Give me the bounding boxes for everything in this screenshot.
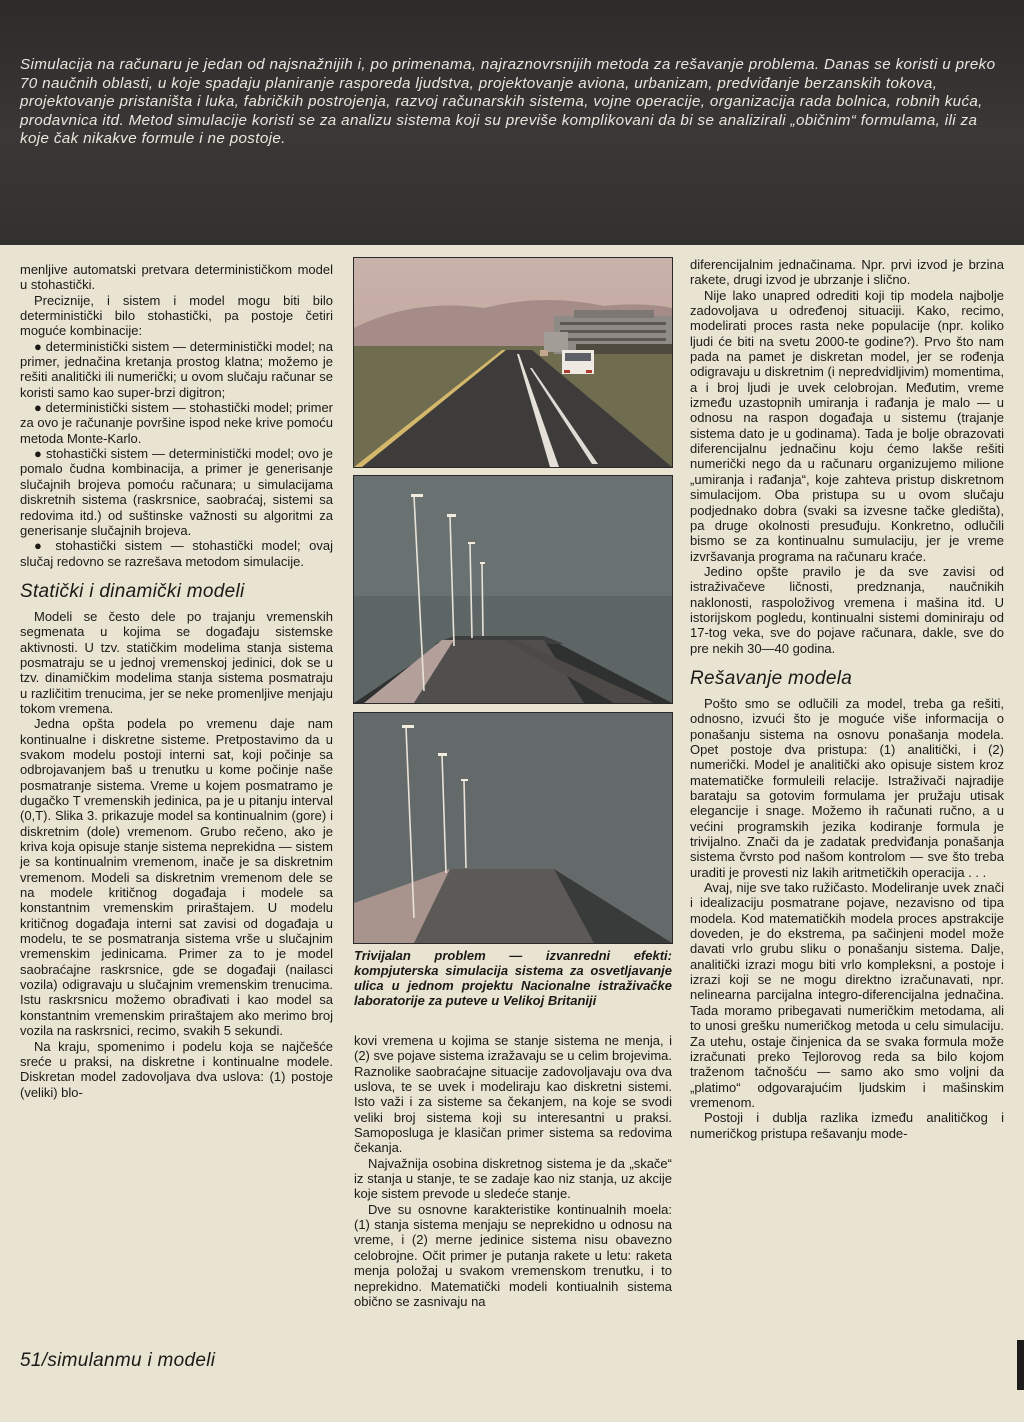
column-middle (354, 1033, 672, 1309)
paragraph: Modeli se često dele po trajanju vremenskih segmenata u kojima se događaju sistemske aktivnosti. U tzv. statičkim modelima stanja sistema posmatraju se u jednoj vremenskoj jedinici, dok se u tzv. dinamičkim modelima stanja sistema posmatraju u različitim trenucima, jer se neke promenljive menjaju tokom vremena. (20, 608, 333, 716)
paragraph: Preciznije, i sistem i model mogu biti bilo deterministički bilo stohastički, pa postoje četiri moguće kombinacije: (20, 292, 333, 339)
page-footer: 51/simulanти i modeli (20, 1350, 216, 1371)
street-lighting-photo-bottom (353, 712, 673, 944)
column-left (20, 262, 333, 1100)
intro-banner (0, 0, 1024, 245)
bullet-item: ● deterministički sistem — deterministički model; na primer, jednačina kretanja prostog klatna; možemo je rešiti analitički ili numerički; u ovom slučaju računar se koristi samo kao super-brzi digitron; (20, 338, 333, 400)
street-lighting-alt-illustration (354, 713, 672, 943)
figure-caption: Trivijalan problem — izvanredni efekti: kompjuterska simulacija sistema za osvetljavanje ulica u jednom projektu Nacionalne istraživačke laboratorije za puteve u Velikoj Britaniji (354, 948, 672, 1008)
bullet-item: ● stohastički sistem — stohastički model; ovaj slučaj redovno se razrešava metodom simulacije. (20, 538, 333, 569)
paragraph: kovi vremena u kojima se stanje sistema ne menja, i (2) sve pojave sistema izražavaju se u celim brojevima. Raznolike saobraćajne situacije zadovoljavaju ova dva uslova, te se uvek i modeliraju kao diskretni sistemi. Isto važi i za sisteme sa čekanjem, na koje se svodi veliki broj sistema koji su interesantni u praksi. Samoposluga je klasičan primer sistema sa redovima čekanja. (354, 1033, 672, 1156)
paragraph: Na kraju, spomenimo i podelu koja se najčešće sreće u praksi, na diskretne i kontinualne modele. Diskretan model zadovoljava dva uslova: (1) postoje (veliki) blo- (20, 1038, 333, 1100)
paragraph: Dve su osnovne karakteristike kontinualnih moela: (1) stanja sistema menjaju se neprekidno u odnosu na vreme, i (2) merne jedinice sistema nisu obavezno celobrojne. Očit primer je putanja rakete u letu: raketa menja položaj u svakom vremenskom trenutku, i to neprekidno. Matematički modeli kontiualnih sistema obično se zasnivaju na (354, 1201, 672, 1309)
street-lighting-photo-middle (353, 475, 673, 704)
car-shape (562, 350, 594, 374)
road-photo-top (353, 257, 673, 468)
column-right (690, 257, 1004, 1141)
paragraph: Najvažnija osobina diskretnog sistema je da „skače“ iz stanja u stanje, te se zadaje kao niz stanja, uz akcije koje sistem prevode u sledeće stanje. (354, 1155, 672, 1202)
road-illustration (354, 258, 672, 467)
paragraph: Pošto smo se odlučili za model, treba ga rešiti, odnosno, izvući što je moguće više informacija o ponašanju sistema na osnovu ponašanja modela. Opet postoje dva pristupa: (1) analitički, i (2) numerički. Model je analitički ako opisuje sistem kroz matematičke formuleili relacije. Istraživači najradije barataju sa gotovim formulama jer pružaju utisak elegancije i snage. Možemo ih računati ručno, a u većini programskih jezika kodiranje formula je trivijalno. Znači da je zadatak predviđanja ponašanja sistema čvrsto pod našom kontrolom — sve što treba uraditi je provesti niz lakih aritmetičkih operacija . . . (690, 695, 1004, 880)
bullet-item: ● stohastički sistem — deterministički model; ovo je pomalo čudna kombinacija, a primer je generisanje slučajnih brojeva pomoću računara; u simulacijama diskretnih sistema (raskrsnice, saobraćaj, sistemi sa redovima itd.) od suštinske važnosti su algoritmi za generisanje slučajnih brojeva. (20, 446, 333, 538)
paragraph: diferencijalnim jednačinama. Npr. prvi izvod je brzina rakete, drugi izvod je ubrzanje i slično. (690, 257, 1004, 288)
paragraph: menljive automatski pretvara determinističkom model u stohastički. (20, 262, 333, 293)
street-lighting-illustration (354, 476, 672, 703)
paragraph: Nije lako unapred odrediti koji tip modela najbolje zadovoljava u određenoj situaciji. Kako, recimo, modelirati proces rasta neke populacije (npr. koliko ljudi će biti na svetu 2000-te godine?). Prvo što nam pada na pamet je diskretan model, jer se rođenja odigravaju u diskretnim (i nepredvidljivim) momentima, a i broj ljudi je uvek celobrojan. Međutim, vreme između uzastopnih umiranja i rađanja je malo — u odnosu na raspon događaja u sistemu (trajanje sistema dato je u godinama). Tada je bolje obrazovati diferencijalnu jednačinu koju ćemo lakše rešiti numerički nego da u računaru organizujemo milione „umiranja i rađanja“, koje zahteva pristup diskretnom simulacijom. Oba pristupa su u ovom slučaju podjednako dobra (svaki sa izvesne tačke gledišta), pa druge okolnosti presuđuju. Konkretno, odlučili bismo se za kontinualnu sumulaciju, jer je vreme izvršavanja programa na računaru kraće. (690, 287, 1004, 564)
paragraph: Jedino opšte pravilo je da sve zavisi od istraživačeve ličnosti, predznanja, naučnikih naklonosti, raspoloživog vremena i mašina itd. U istorijskom pogledu, kontinualni sistemi dominiraju od 17-tog veka, sve do pojave računara, dakle, sve do pre nekih 30—40 godina. (690, 563, 1004, 656)
intro-text: Simulacija na računaru je jedan od najsnažnijih i, po primenama, najraznovrsnijih metoda za rešavanje problema. Danas se koristi u preko 70 naučnih oblasti, u koje spadaju planiranje rasporeda ljudstva, projektovanje aviona, urbanizam, predviđanje berzanskih tokova, projektovanje pristaništa i luka, fabričkih postrojenja, razvoj računarskih sistema, vojne operacije, organizacija rada bolnica, robnih kuća, prodavnica itd. Metod simulacije koristi se za analizu sistema koji su previše komplikovani da bi se analizirali „običnim“ formulama, ili za koje čak nikakve formule i ne postoje. (20, 56, 996, 148)
paragraph: Jedna opšta podela po vremenu daje nam kontinualne i diskretne sisteme. Pretpostavimo da u svakom modelu postoji interni sat, koji počinje sa odbrojavanjem baš u trenutku u kome počinje naše posmatranje sistema. Vreme u kojem posmatramo je dugačko T vremenskih jedinica, pa je u pitanju interval (0,T). Slika 3. prikazuje model sa kontinualnim (gore) i diskretnim (dole) vremenom. Grubo rečeno, ako je kriva koja opisuje stanje sistema neprekidna — sistem je sa kontinualnim vremenom, inače je sa diskretnim vremenom. Modeli sa diskretnim vremenom dele se na modele kritičnog događaja i modele sa konstantnim vremenskim priraštajem. U modelu kritičnog događaja interni sat zavisi od događaja u modelu, te se posmatranja sistema vrše u slučajnim vremenskim jedinicama. Primer za to je model saobraćajne raskrsnice, gde se događaji (nailasci vozila) odigravaju u slučajnim vremenskim trenucima. Istu raskrsnicu možemo obrađivati i kao model sa konstantnim vremenskim priraštajem ako merimo broj vozila na raskrsnici, recimo, svakih 5 sekundi. (20, 716, 333, 1039)
paragraph: Avaj, nije sve tako ružičasto. Modeliranje uvek znači i idealizaciju posmatrane pojave, nezavisno od tipa modela. Kod matematičkih modela proces apstrakcije doveden, je do ekstrema, pa sačinjeni model može davati vrlo grubu sliku o ponašanju sistema. Dalje, analitički izrazi mogu biti vrlo kompleksni, a postoje i izrazi koji se ne mogu direktno izračunavati, npr. nelinearna parcijalna integro-diferencijalna jednačina. Tada moramo pribegavati numeričkim metodama, ali to unosi grešku numeričkog metoda u celu simulaciju. Za utehu, ostaje činjenica da se svaka formula može izračunati preko Tejlorovog reda sa bilo kojom traženom tačnošću — samo ako smo voljni da „platimo“ odgovarajućim ljudskim i mašinskim vremenom. (690, 880, 1004, 1110)
section-heading: Statički i dinamički modeli (20, 580, 245, 602)
bullet-item: ● deterministički sistem — stohastički model; primer za ovo je računanje površine ispod neke krive pomoću metoda Monte-Karlo. (20, 400, 333, 446)
section-heading: Rešavanje modela (690, 667, 853, 689)
paragraph: Postoji i dublja razlika između analitičkog i numeričkog pristupa rešavanju mode- (690, 1110, 1004, 1141)
page-edge-tab (1017, 1340, 1024, 1390)
